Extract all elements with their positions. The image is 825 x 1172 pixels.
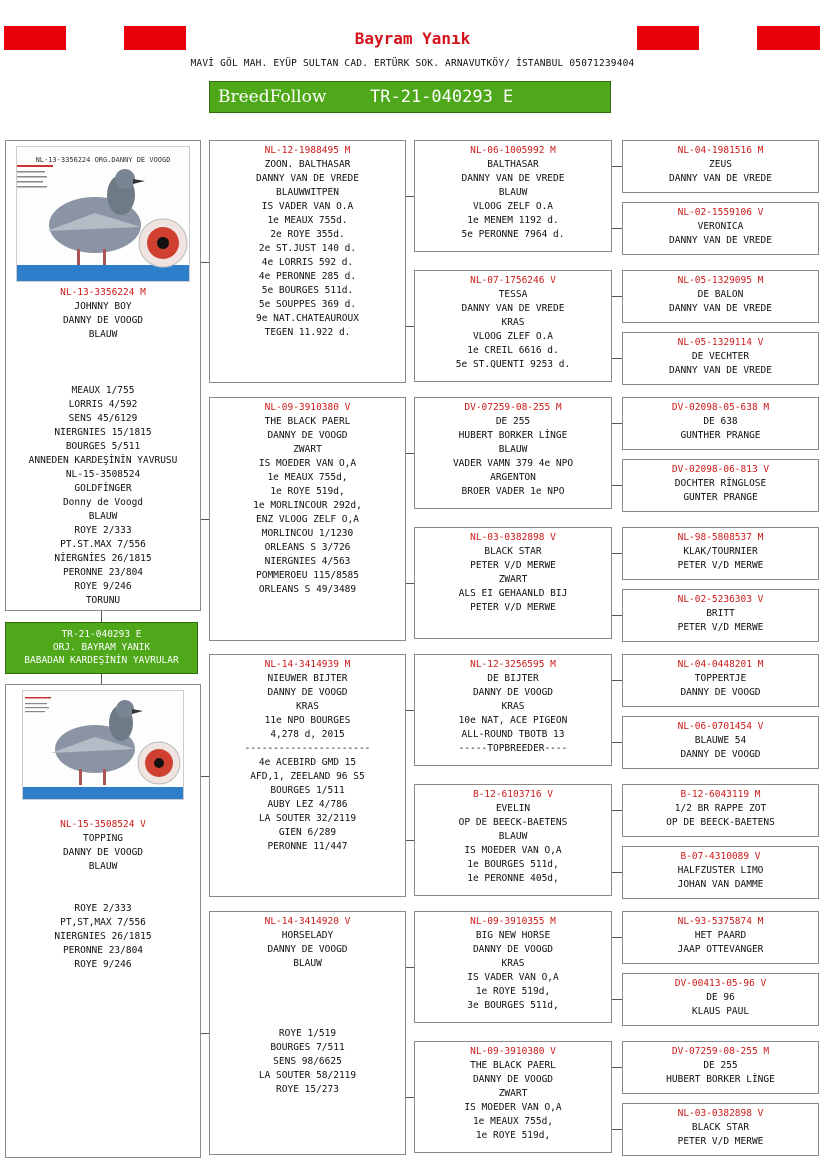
connector (612, 166, 622, 167)
detail-line: DANNY DE VOOGD (62, 315, 144, 326)
detail-line: DE BALON (697, 289, 744, 300)
detail-line: 5e ST.QUENTI 9253 d. (455, 359, 571, 370)
connector (612, 423, 622, 424)
detail-line: PETER V/D MERWE (470, 602, 556, 613)
great-great-grandparent-card (622, 202, 819, 255)
detail-line (6, 356, 200, 370)
detail-line: DANNY DE VOOGD (472, 687, 554, 698)
detail-line: 1e MORLINCOUR 292d, (253, 500, 362, 511)
detail-line: BLAUW (498, 444, 528, 455)
detail-line: JOHAN VAN DAMME (677, 879, 764, 890)
great-grandparent-card (414, 140, 612, 252)
detail-line: ARGENTON (490, 472, 536, 483)
detail-line: DANNY DE VOOGD (680, 749, 761, 760)
great-grandparent-card (414, 784, 612, 896)
detail-line: 1e MEAUX 755d, (267, 472, 348, 483)
great-great-grandparent-card (622, 911, 819, 964)
detail-line: 4e LORRIS 592 d. (261, 257, 354, 268)
detail-line: ALL-ROUND TBOTB 13 (461, 729, 565, 740)
connector (612, 999, 622, 1000)
ring-number: NL-12-3256595 M (470, 659, 556, 670)
ring-number: NL-05-1329095 M (677, 275, 764, 286)
detail-line: 4e ACEBIRD GMD 15 (258, 757, 357, 768)
detail-line: 4,278 d, 2015 (270, 729, 345, 740)
detail-line: ROYE 2/333 (74, 525, 132, 536)
grandparent-card (209, 397, 406, 641)
detail-line: PERONNE 23/804 (62, 945, 144, 956)
detail-line: PT.ST.MAX 7/556 (60, 539, 146, 550)
connector (406, 967, 414, 968)
detail-line: 1e BOURGES 511d, (467, 859, 559, 870)
detail-line: 11e NPO BOURGES (264, 715, 351, 726)
subject-line: ORJ. BAYRAM YANIK (52, 642, 151, 653)
detail-line: SENS 45/6129 (68, 413, 138, 424)
detail-line: AFD,1, ZEELAND 96 S5 (250, 771, 365, 782)
owner-address: MAVİ GÖL MAH. EYÜP SULTAN CAD. ERTÜRK SOK. ARNAVUTKÖY/ İSTANBUL 05071239404 (190, 58, 635, 69)
detail-line: ROYE 9/246 (74, 959, 132, 970)
subject-ring: TR-21-040293 E (370, 87, 514, 107)
detail-line: LA SOUTER 58/2119 (258, 1070, 357, 1081)
detail-line: AUBY LEZ 4/786 (267, 799, 348, 810)
great-great-grandparent-card (622, 973, 819, 1026)
sire-ring: NL-13-3356224 M (60, 287, 146, 298)
detail-line: POMMEROEU 115/8585 (256, 570, 359, 581)
great-great-grandparent-card (622, 1041, 819, 1094)
ring-number: NL-93-5375874 M (677, 916, 764, 927)
detail-line: GUNTHER PRANGE (680, 430, 761, 441)
connector (406, 710, 414, 711)
detail-line: ROYE 2/333 (74, 903, 132, 914)
detail-line: PERONNE 11/447 (267, 841, 348, 852)
detail-line: DE BIJTER (487, 673, 539, 684)
ring-number: B-12-6043119 M (680, 789, 761, 800)
detail-line: BALTHASAR (487, 159, 539, 170)
detail-line: BOURGES 1/511 (270, 785, 345, 796)
detail-line: BOURGES 7/511 (270, 1042, 345, 1053)
detail-line: DANNY VAN DE VREDE (669, 235, 772, 246)
great-great-grandparent-card (622, 397, 819, 450)
grandparent-card (209, 140, 406, 383)
ring-number: NL-05-1329114 V (677, 337, 764, 348)
detail-line: NIERGNIES 26/1815 (54, 931, 152, 942)
detail-line (210, 985, 405, 999)
detail-line: ORLEANS S 49/3489 (258, 584, 357, 595)
detail-line (210, 971, 405, 985)
great-great-grandparent-card (622, 589, 819, 642)
connector (201, 262, 209, 263)
detail-line: DANNY DE VOOGD (472, 1074, 554, 1085)
pigeon-icon (17, 147, 189, 281)
great-great-grandparent-card (622, 1103, 819, 1156)
detail-line: LORRIS 4/592 (68, 399, 138, 410)
detail-line: 1/2 BR RAPPE ZOT (674, 803, 767, 814)
detail-line: TOPPING (82, 833, 124, 844)
ring-number: B-12-6103716 V (472, 789, 554, 800)
photo-caption: NL-13-3356224 ORG.DANNY DE VOOGD (35, 156, 171, 164)
detail-line: MORLINCOU 1/1230 (261, 528, 354, 539)
great-grandparent-card (414, 911, 612, 1023)
detail-line: SENS 98/6625 (273, 1056, 342, 1067)
detail-line: HORSELADY (281, 930, 334, 941)
detail-line: DE 96 (706, 992, 735, 1003)
detail-line: THE BLACK PAERL (470, 1060, 556, 1071)
detail-line: DANNY DE VOOGD (472, 944, 554, 955)
detail-line: GOLDFİNGER (74, 483, 132, 494)
detail-line: PETER V/D MERWE (677, 622, 764, 633)
detail-line: 5e BOURGES 511d. (261, 285, 354, 296)
ring-number: DV-00413-05-96 V (674, 978, 767, 989)
detail-line: BLACK STAR (691, 1122, 750, 1133)
detail-line: PERONNE 23/804 (62, 567, 144, 578)
dam-details (6, 832, 200, 972)
great-grandparent-card (414, 397, 612, 509)
detail-line: PETER V/D MERWE (677, 1136, 764, 1147)
detail-line: ZWART (498, 574, 528, 585)
detail-line (6, 888, 200, 902)
great-great-grandparent-card (622, 459, 819, 512)
detail-line: KRAS (501, 317, 525, 328)
detail-line: DANNY VAN DE VREDE (256, 173, 359, 184)
great-grandparent-card (414, 654, 612, 766)
ring-number: NL-04-0448201 M (677, 659, 764, 670)
connector (612, 742, 622, 743)
detail-line: DOCHTER RİNGLOSE (674, 478, 767, 489)
detail-line: VLOOG ZELF O.A (472, 201, 554, 212)
detail-line: HUBERT BORKER LİNGE (458, 430, 568, 441)
dam-photo (22, 690, 184, 800)
great-great-grandparent-card (622, 784, 819, 837)
ring-number: NL-06-1005992 M (470, 145, 556, 156)
connector (612, 615, 622, 616)
ring-number: NL-09-3910380 V (264, 402, 351, 413)
detail-line: NIEUWER BIJTER (267, 673, 348, 684)
ring-number: NL-03-0382898 V (677, 1108, 764, 1119)
detail-line: IS MOEDER VAN O,A (464, 1102, 562, 1113)
ring-number: NL-09-3910380 V (470, 1046, 556, 1057)
detail-line: BLAUW (88, 329, 118, 340)
detail-line: BLAUWE 54 (694, 735, 747, 746)
connector (406, 196, 414, 197)
ring-number: NL-98-5808537 M (677, 532, 764, 543)
detail-line: DANNY VAN DE VREDE (461, 303, 565, 314)
detail-line: IS MOEDER VAN O,A (464, 845, 562, 856)
great-great-grandparent-card (622, 846, 819, 899)
detail-line: ZWART (498, 1088, 528, 1099)
detail-line: BLAUW (293, 958, 322, 969)
detail-line: GIEN 6/289 (278, 827, 337, 838)
connector (101, 674, 102, 684)
great-great-grandparent-card (622, 527, 819, 580)
connector (406, 583, 414, 584)
connector (406, 1097, 414, 1098)
detail-line: ZEUS (709, 159, 732, 170)
breedfollow-banner (209, 81, 611, 113)
connector (101, 611, 102, 622)
ring-number: NL-03-0382898 V (470, 532, 556, 543)
detail-line: IS VADER VAN O,A (467, 972, 559, 983)
detail-line: -----TOPBREEDER---- (458, 743, 568, 754)
detail-line: 1e MEAUX 755d. (267, 215, 348, 226)
connector (612, 1067, 622, 1068)
detail-line: NL-15-3508524 (65, 469, 141, 480)
great-great-grandparent-card (622, 654, 819, 707)
detail-line: EVELIN (495, 803, 531, 814)
detail-line: DANNY DE VOOGD (62, 847, 144, 858)
detail-line: JOHNNY BOY (74, 301, 132, 312)
detail-line: ALS EI GEHAANLD BIJ (458, 588, 568, 599)
detail-line: PT,ST,MAX 7/556 (60, 917, 146, 928)
connector (406, 840, 414, 841)
detail-line (6, 370, 200, 384)
detail-line: VLOOG ZLEF O.A (472, 331, 554, 342)
sire-details (6, 300, 200, 608)
detail-line: IS MOEDER VAN O,A (258, 458, 357, 469)
connector (612, 228, 622, 229)
detail-line: NIERGNIES 4/563 (264, 556, 351, 567)
detail-line: 1e MEAUX 755d, (472, 1116, 554, 1127)
connector (612, 485, 622, 486)
connector (612, 358, 622, 359)
ring-number: NL-14-3414939 M (264, 659, 351, 670)
ring-number: DV-07259-08-255 M (464, 402, 562, 413)
detail-line: DE 255 (495, 416, 531, 427)
detail-line: 1e ROYE 519d, (475, 1130, 551, 1141)
detail-line: DE 638 (703, 416, 738, 427)
detail-line: KLAUS PAUL (691, 1006, 750, 1017)
ring-number: NL-02-1559106 V (677, 207, 764, 218)
connector (612, 810, 622, 811)
connector (612, 872, 622, 873)
detail-line: KRAS (501, 701, 525, 712)
ring-number: DV-07259-08-255 M (671, 1046, 770, 1057)
detail-line: MEAUX 1/755 (71, 385, 135, 396)
detail-line: DANNY VAN DE VREDE (461, 173, 565, 184)
detail-line: 2e ROYE 355d. (270, 229, 345, 240)
detail-line: 1e ROYE 519d, (475, 986, 551, 997)
connector (201, 519, 209, 520)
detail-line: THE BLACK PAERL (264, 416, 351, 427)
detail-line: PETER V/D MERWE (677, 560, 764, 571)
detail-line (210, 1013, 405, 1027)
ring-number: NL-14-3414920 V (264, 916, 351, 927)
great-great-grandparent-card (622, 716, 819, 769)
sire-photo (16, 146, 190, 282)
detail-line: JAAP OTTEVANGER (677, 944, 764, 955)
detail-line (210, 999, 405, 1013)
detail-line: 1e MENEM 1192 d. (467, 215, 559, 226)
ring-number: NL-06-0701454 V (677, 721, 764, 732)
connector (612, 680, 622, 681)
subject-line: TR-21-040293 E (61, 629, 142, 640)
detail-line: PETER V/D MERWE (470, 560, 556, 571)
brand-name: BreedFollow (218, 87, 327, 107)
great-great-grandparent-card (622, 332, 819, 385)
detail-line: ENZ VLOOG ZELF O,A (256, 514, 359, 525)
grandparent-card (209, 911, 406, 1155)
dam-card (5, 684, 201, 1158)
ring-number: DV-02098-05-638 M (671, 402, 770, 413)
detail-line: DANNY VAN DE VREDE (669, 303, 772, 314)
ring-number: NL-09-3910355 M (470, 916, 556, 927)
detail-line (6, 342, 200, 356)
connector (201, 776, 209, 777)
detail-line: DE VECHTER (691, 351, 750, 362)
pigeon-icon (23, 691, 183, 799)
subject-card (5, 622, 198, 674)
detail-line: BLAUW (498, 187, 528, 198)
detail-line: OP DE BEECK-BAETENS (458, 817, 568, 828)
detail-line: DANNY DE VOOGD (680, 687, 761, 698)
connector (612, 937, 622, 938)
detail-line: DANNY DE VOOGD (267, 944, 348, 955)
detail-line: BLAUW (498, 831, 528, 842)
detail-line: DANNY DE VOOGD (267, 430, 348, 441)
detail-line: ROYE 9/246 (74, 581, 132, 592)
connector (406, 326, 414, 327)
dam-ring: NL-15-3508524 V (60, 819, 146, 830)
detail-line: 10e NAT, ACE PIGEON (458, 715, 568, 726)
detail-line: ZWART (293, 444, 322, 455)
detail-line: BOURGES 5/511 (65, 441, 141, 452)
detail-line: DANNY VAN DE VREDE (669, 173, 772, 184)
great-grandparent-card (414, 527, 612, 639)
connector (612, 553, 622, 554)
detail-line: KRAS (501, 958, 525, 969)
detail-line: ROYE 1/519 (278, 1028, 337, 1039)
detail-line: BROER VADER 1e NPO (461, 486, 565, 497)
detail-line: TOPPERTJE (694, 673, 747, 684)
great-grandparent-card (414, 270, 612, 382)
ring-number: B-07-4310089 V (680, 851, 761, 862)
detail-line: KRAS (296, 701, 319, 712)
detail-line: 4e PERONNE 285 d. (258, 271, 357, 282)
detail-line: DANNY DE VOOGD (267, 687, 348, 698)
detail-line: ORLEANS S 3/726 (264, 542, 351, 553)
detail-line: NIERGNIES 15/1815 (54, 427, 152, 438)
owner-title: Bayram Yanık (354, 29, 471, 48)
detail-line: Donny de Voogd (62, 497, 144, 508)
ring-number: NL-04-1981516 M (677, 145, 764, 156)
detail-line: TORUNU (85, 595, 121, 606)
detail-line: 2e ST.JUST 140 d. (258, 243, 357, 254)
detail-line: ANNEDEN KARDEŞİNİN YAVRUSU (28, 455, 178, 466)
detail-line: BLAUW (88, 861, 118, 872)
detail-line: KLAK/TOURNIER (683, 546, 758, 557)
detail-line: DANNY VAN DE VREDE (669, 365, 772, 376)
detail-line: 1e CREIL 6616 d. (467, 345, 559, 356)
detail-line: VADER VAMN 379 4e NPO (452, 458, 574, 469)
detail-line: DE 255 (703, 1060, 738, 1071)
detail-line: TESSA (498, 289, 528, 300)
detail-line: IS VADER VAN O.A (261, 201, 354, 212)
detail-line: ROYE 15/273 (276, 1084, 339, 1095)
detail-line: BLACK STAR (484, 546, 542, 557)
detail-line: BRITT (706, 608, 735, 619)
ring-number: DV-02098-06-813 V (671, 464, 770, 475)
detail-line: 5e PERONNE 7964 d. (461, 229, 565, 240)
sire-card (5, 140, 201, 611)
detail-line: OP DE BEECK-BAETENS (666, 817, 775, 828)
great-great-grandparent-card (622, 270, 819, 323)
detail-line: TEGEN 11.922 d. (264, 327, 351, 338)
detail-line: BLAUW (88, 511, 118, 522)
detail-line: GUNTER PRANGE (683, 492, 758, 503)
detail-line: LA SOUTER 32/2119 (258, 813, 357, 824)
great-grandparent-card (414, 1041, 612, 1153)
detail-line: 3e BOURGES 511d, (467, 1000, 559, 1011)
detail-line: VERONICA (697, 221, 744, 232)
grandparent-card (209, 654, 406, 897)
great-great-grandparent-card (622, 140, 819, 193)
detail-line: 1e ROYE 519d, (270, 486, 345, 497)
detail-line: BIG NEW HORSE (475, 930, 551, 941)
ring-number: NL-07-1756246 V (470, 275, 556, 286)
detail-line: HUBERT BORKER LİNGE (666, 1074, 775, 1085)
detail-line: 5e SOUPPES 369 d. (258, 299, 357, 310)
detail-line: 9e NAT.CHATEAUROUX (256, 313, 359, 324)
detail-line: HET PAARD (694, 930, 747, 941)
subject-line: BABADAN KARDEŞİNİN YAVRULAR (24, 655, 179, 666)
detail-line: BLAUWWITPEN (276, 187, 339, 198)
detail-line: ---------------------- (244, 743, 371, 754)
detail-line (6, 874, 200, 888)
ring-number: NL-12-1988495 M (264, 145, 351, 156)
connector (612, 1129, 622, 1130)
connector (612, 296, 622, 297)
connector (406, 453, 414, 454)
detail-line: NİERGNİES 26/1815 (54, 553, 152, 564)
ring-number: NL-02-5236303 V (677, 594, 764, 605)
detail-line: ZOON. BALTHASAR (264, 159, 351, 170)
detail-line: 1e PERONNE 405d, (467, 873, 559, 884)
detail-line: HALFZUSTER LIMO (677, 865, 764, 876)
connector (201, 1033, 209, 1034)
